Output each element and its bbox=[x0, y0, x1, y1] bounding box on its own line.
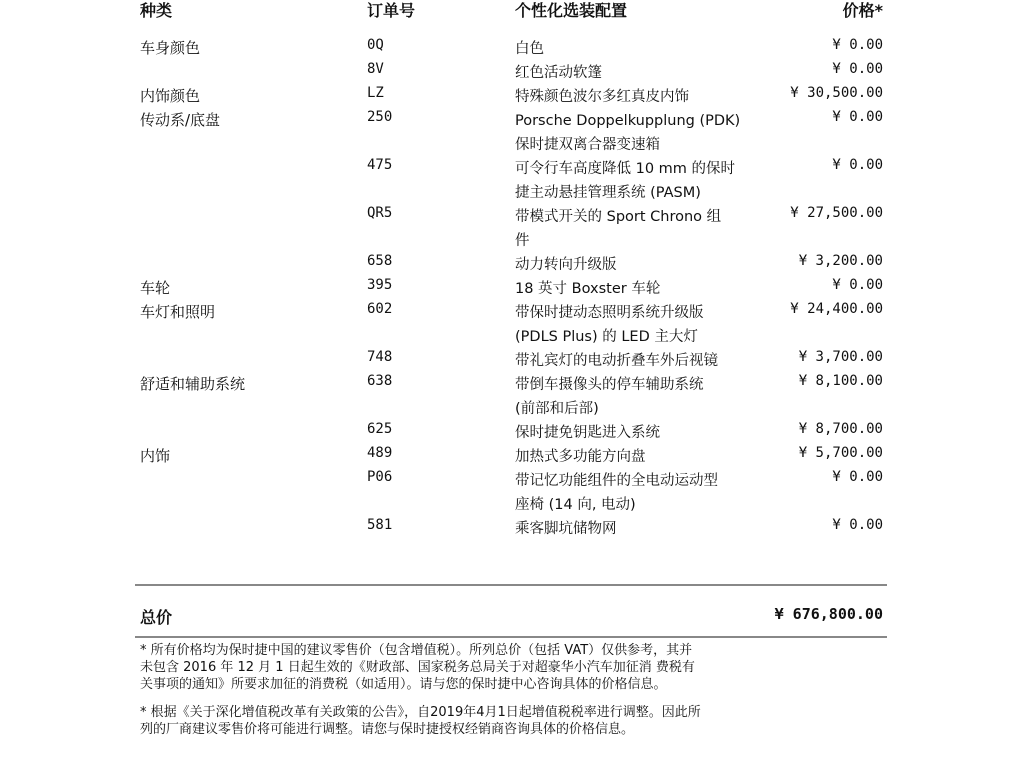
row-code: 658 bbox=[367, 253, 393, 269]
footnote-line: 列的厂商建议零售价将可能进行调整。请您与保时捷授权经销商咨询具体的价格信息。 bbox=[140, 722, 635, 737]
row-code: 250 bbox=[367, 109, 393, 125]
row-price: ¥ 0.00 bbox=[832, 157, 883, 173]
row-description-line: (PDLS Plus) 的 LED 主大灯 bbox=[515, 329, 698, 345]
row-price: ¥ 27,500.00 bbox=[790, 205, 883, 221]
header-category: 种类 bbox=[140, 1, 173, 20]
total-value: ¥ 676,800.00 bbox=[774, 605, 883, 623]
row-description bbox=[515, 253, 775, 277]
total-label: 总价 bbox=[140, 608, 173, 627]
row-price: ¥ 0.00 bbox=[832, 469, 883, 485]
footnote-line: * 根据《关于深化增值税改革有关政策的公告》，自2019年4月1日起增值税税率进行调整。因此所 bbox=[140, 705, 701, 720]
row-price: ¥ 5,700.00 bbox=[798, 445, 883, 461]
row-description-line: 保时捷双离合器变速箱 bbox=[515, 137, 660, 153]
row-description bbox=[515, 109, 775, 157]
footnote-line: 关事项的通知》所要求加征的消费税（如适用）。请与您的保时捷中心咨询具体的价格信息。 bbox=[140, 677, 667, 692]
divider-bottom bbox=[135, 636, 887, 638]
row-category: 舒适和辅助系统 bbox=[140, 375, 246, 393]
row-description-line: 带保时捷动态照明系统升级版 bbox=[515, 305, 704, 321]
row-price: ¥ 0.00 bbox=[832, 61, 883, 77]
row-description-line: 捷主动悬挂管理系统 (PASM) bbox=[515, 185, 701, 201]
row-price: ¥ 3,200.00 bbox=[798, 253, 883, 269]
row-description-line: 可令行车高度降低 10 mm 的保时 bbox=[515, 161, 736, 177]
row-price: ¥ 0.00 bbox=[832, 277, 883, 293]
row-category: 车轮 bbox=[140, 279, 171, 297]
row-category: 车身颜色 bbox=[140, 39, 201, 57]
row-description bbox=[515, 421, 775, 445]
row-description-line: Porsche Doppelkupplung (PDK) bbox=[515, 113, 741, 129]
row-description-line: 带记忆功能组件的全电动运动型 bbox=[515, 473, 718, 489]
row-code: 748 bbox=[367, 349, 393, 365]
row-description bbox=[515, 205, 775, 253]
row-code: P06 bbox=[367, 469, 393, 485]
footnote-line: * 所有价格均为保时捷中国的建议零售价（包含增值税）。所列总价（包括 VAT）仅供参考，其并 bbox=[140, 643, 693, 658]
row-description-line: 白色 bbox=[515, 41, 544, 57]
row-description-line: 保时捷免钥匙进入系统 bbox=[515, 425, 660, 441]
row-description-line: (前部和后部) bbox=[515, 401, 599, 417]
header-code: 订单号 bbox=[367, 1, 416, 20]
row-category: 内饰颜色 bbox=[140, 87, 201, 105]
row-price: ¥ 3,700.00 bbox=[798, 349, 883, 365]
row-code: LZ bbox=[367, 85, 384, 101]
row-code: 8V bbox=[367, 61, 384, 77]
row-category: 传动系/底盘 bbox=[140, 111, 221, 129]
row-price: ¥ 0.00 bbox=[832, 37, 883, 53]
divider-top bbox=[135, 584, 887, 586]
row-code: 625 bbox=[367, 421, 393, 437]
row-category: 车灯和照明 bbox=[140, 303, 216, 321]
row-price: ¥ 0.00 bbox=[832, 109, 883, 125]
row-description bbox=[515, 373, 775, 421]
header-description: 个性化选装配置 bbox=[515, 1, 628, 20]
row-description-line: 件 bbox=[515, 233, 530, 249]
row-code: 638 bbox=[367, 373, 393, 389]
row-description-line: 18 英寸 Boxster 车轮 bbox=[515, 281, 661, 297]
row-description-line: 加热式多功能方向盘 bbox=[515, 449, 646, 465]
row-description-line: 带模式开关的 Sport Chrono 组 bbox=[515, 209, 722, 225]
row-category: 内饰 bbox=[140, 447, 171, 465]
row-description bbox=[515, 301, 775, 349]
row-code: 475 bbox=[367, 157, 393, 173]
row-code: 602 bbox=[367, 301, 393, 317]
row-description-line: 动力转向升级版 bbox=[515, 257, 617, 273]
row-code: 581 bbox=[367, 517, 393, 533]
row-description bbox=[515, 61, 775, 85]
row-price: ¥ 0.00 bbox=[832, 517, 883, 533]
row-description bbox=[515, 445, 775, 469]
row-code: 489 bbox=[367, 445, 393, 461]
footnote-line: 未包含 2016 年 12 月 1 日起生效的《财政部、国家税务总局关于对超豪华小汽车加征消 费税有 bbox=[140, 660, 695, 675]
row-description-line: 红色活动软篷 bbox=[515, 65, 602, 81]
header-price: 价格* bbox=[842, 1, 883, 20]
row-description bbox=[515, 277, 775, 301]
table-header bbox=[0, 0, 1024, 22]
row-description-line: 带礼宾灯的电动折叠车外后视镜 bbox=[515, 353, 718, 369]
row-description bbox=[515, 85, 775, 109]
row-description-line: 乘客脚坑储物网 bbox=[515, 521, 617, 537]
row-code: 0Q bbox=[367, 37, 384, 53]
row-description-line: 带倒车摄像头的停车辅助系统 bbox=[515, 377, 704, 393]
row-description bbox=[515, 157, 775, 205]
row-price: ¥ 30,500.00 bbox=[790, 85, 883, 101]
row-price: ¥ 24,400.00 bbox=[790, 301, 883, 317]
row-description bbox=[515, 349, 775, 373]
row-code: QR5 bbox=[367, 205, 393, 221]
row-description bbox=[515, 517, 775, 541]
row-description bbox=[515, 37, 775, 61]
row-description-line: 特殊颜色波尔多红真皮内饰 bbox=[515, 89, 689, 105]
row-description-line: 座椅 (14 向, 电动) bbox=[515, 497, 636, 513]
row-price: ¥ 8,100.00 bbox=[798, 373, 883, 389]
row-price: ¥ 8,700.00 bbox=[798, 421, 883, 437]
footnote-vat bbox=[140, 642, 888, 693]
footnote-tax-adjustment bbox=[140, 704, 888, 738]
row-description bbox=[515, 469, 775, 517]
row-code: 395 bbox=[367, 277, 393, 293]
